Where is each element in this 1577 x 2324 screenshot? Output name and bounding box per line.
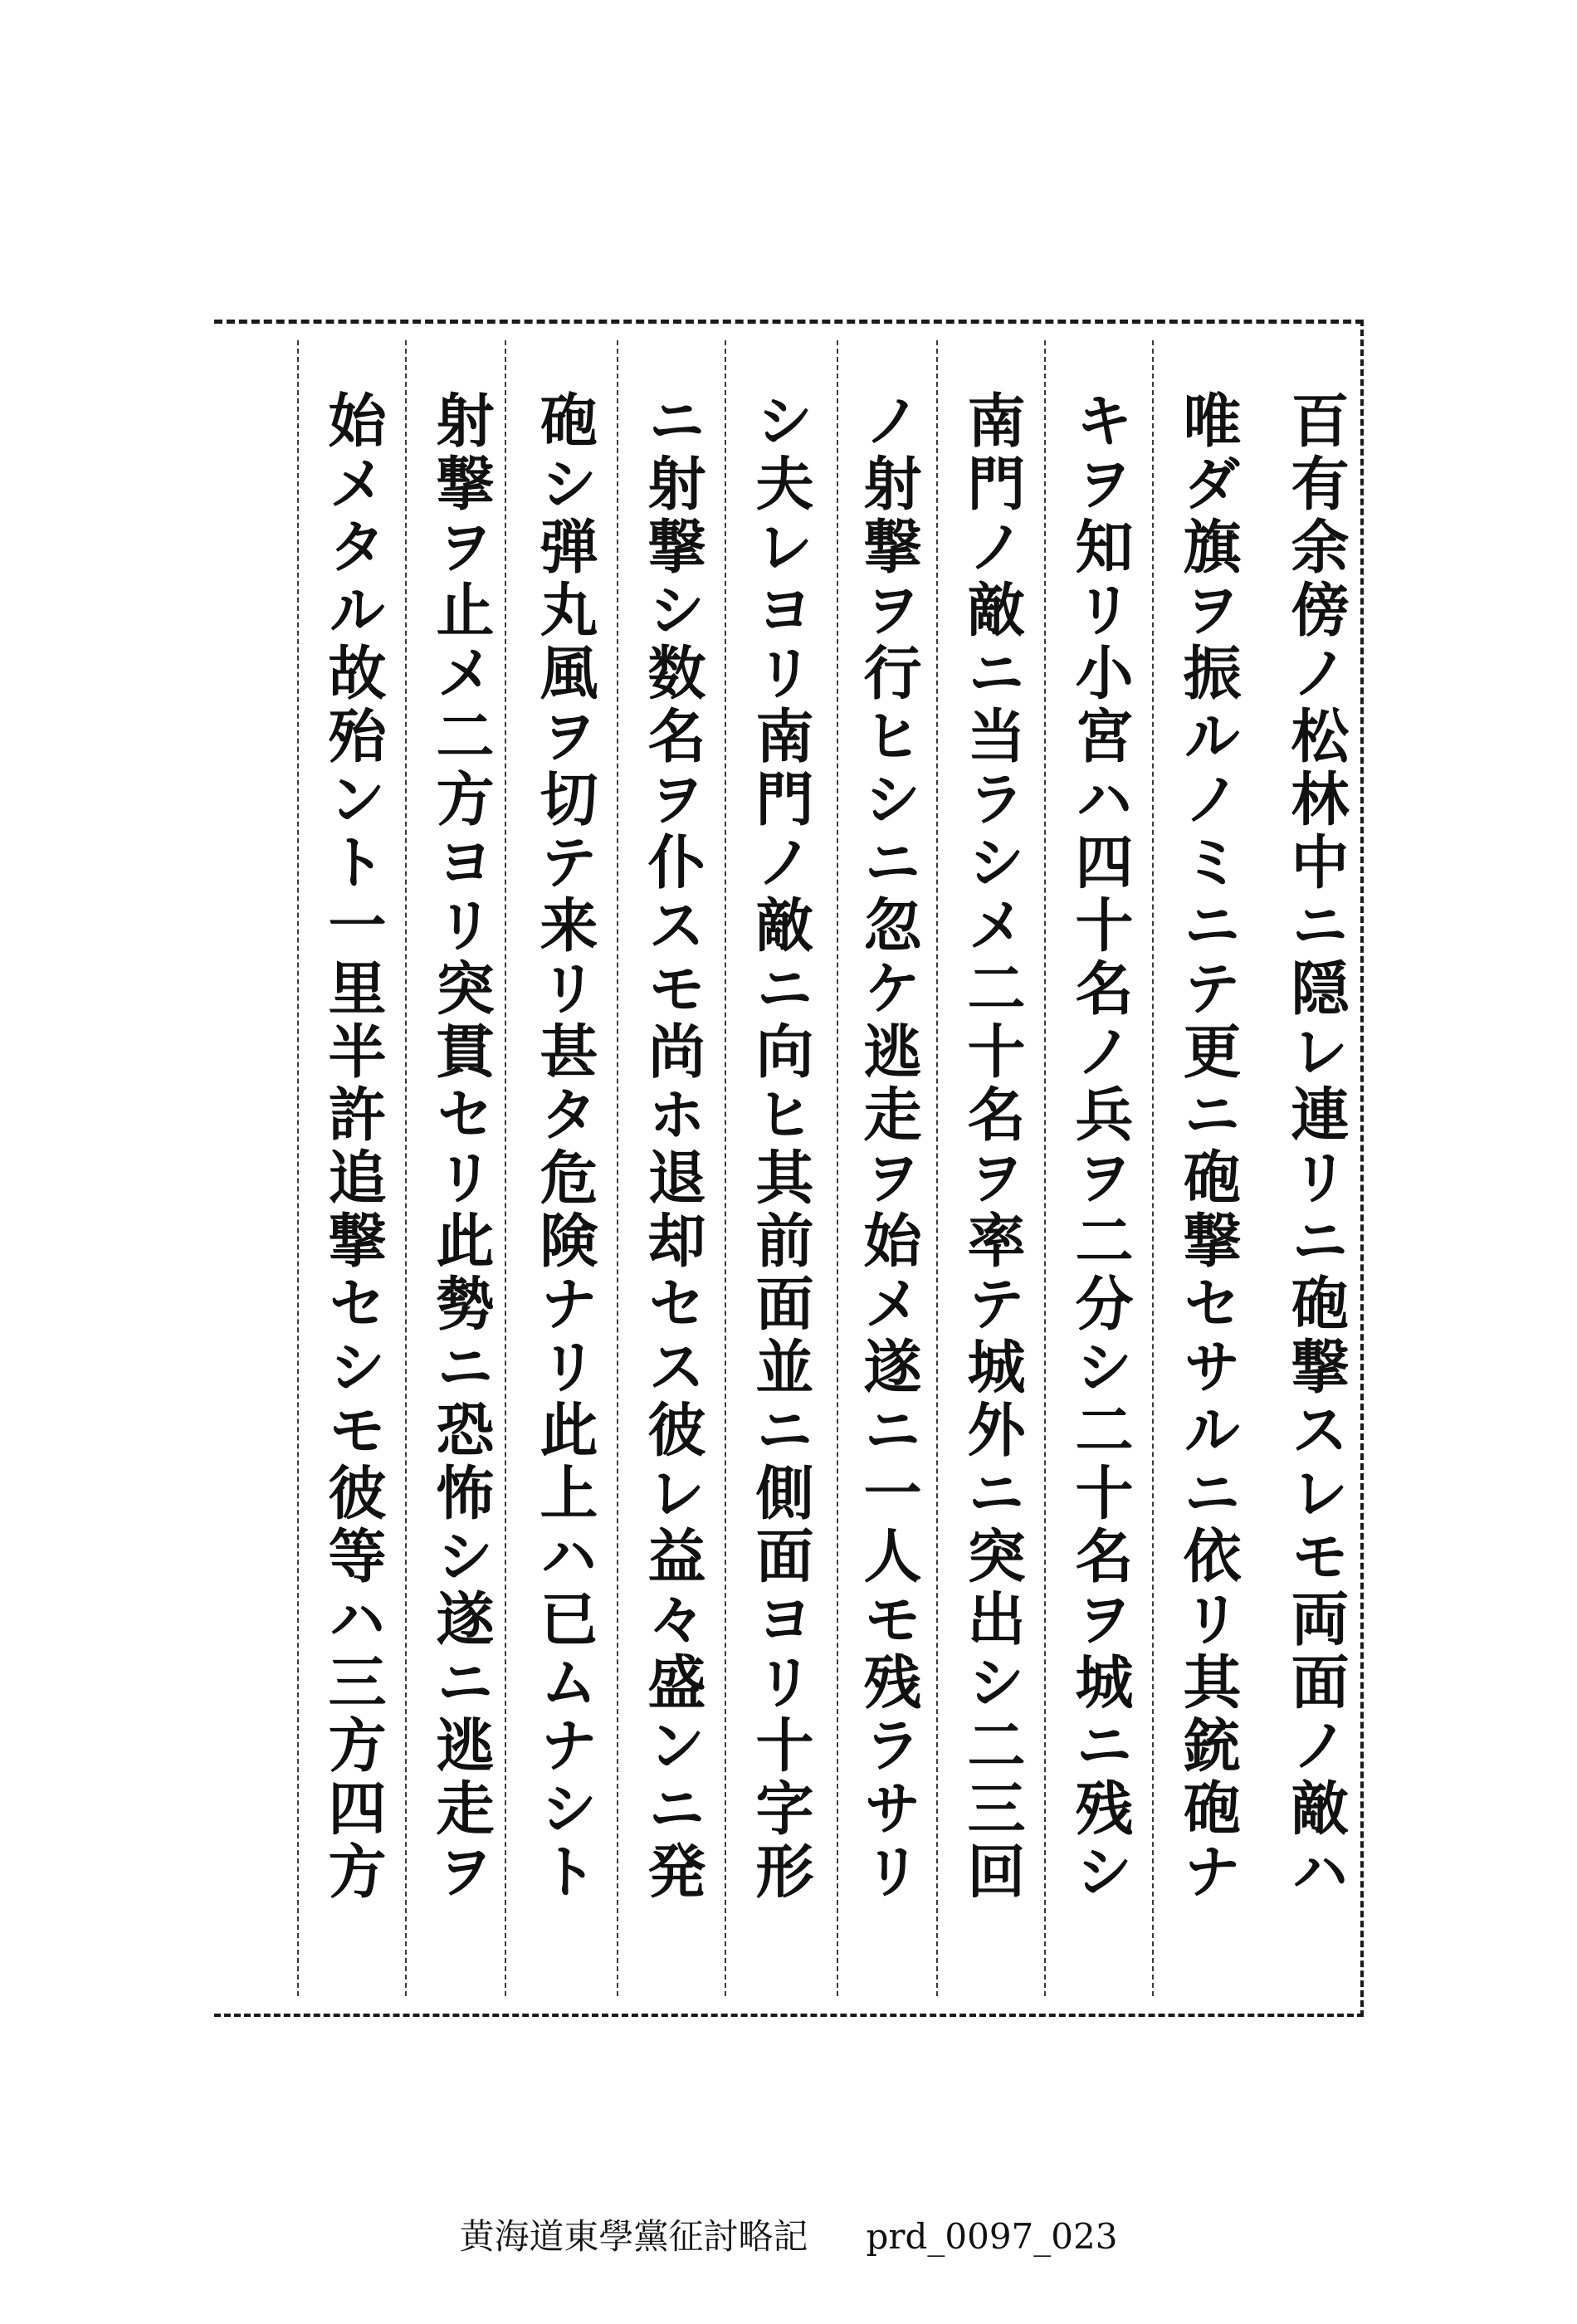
text-column-5: ノ射撃ヲ行ヒシニ忽ケ逃走ヲ始メ遂ニ一人モ残ラサリ <box>854 390 923 1904</box>
manuscript-text <box>241 390 1350 2009</box>
footer-title: 黄海道東學黨征討略記 <box>459 2216 808 2257</box>
text-column-3: キヲ知リ小宮ハ四十名ノ兵ヲ二分シ二十名ヲ城ニ残シ <box>1066 390 1135 1904</box>
text-column-9: 射撃ヲ止メ二方ヨリ突貫セリ此勢ニ恐怖シ遂ニ逃走ヲ <box>427 390 496 1904</box>
text-column-10: 始メタル故殆ント一里半許追撃セシモ彼等ハ三方四方 <box>319 390 388 1904</box>
text-column-6: シ夫レヨリ南門ノ敵ニ向ヒ其前面並ニ側面ヨリ十字形 <box>746 390 815 1904</box>
text-column-1: 百有余傍ノ松林中ニ隠レ連リニ砲撃スレモ両面ノ敵ハ <box>1282 390 1350 1904</box>
top-rule <box>214 320 1364 324</box>
text-column-4: 南門ノ敵ニ当ラシメ二十名ヲ率テ城外ニ突出シ二三回 <box>958 390 1027 1904</box>
text-column-8: 砲シ弾丸風ヲ切テ来リ甚タ危険ナリ此上ハ已ムナシト <box>530 390 599 1904</box>
footer-code: prd_0097_023 <box>866 2216 1118 2257</box>
text-column-7: ニ射撃シ数名ヲ仆スモ尚ホ退却セス彼レ益々盛ンニ発 <box>638 390 707 1904</box>
bottom-rule <box>214 2014 1364 2017</box>
text-column-2: 唯ダ旗ヲ振ルノミニテ更ニ砲撃セサルニ依リ其銃砲ナ <box>1174 390 1243 1904</box>
footer-caption <box>0 2209 1577 2259</box>
